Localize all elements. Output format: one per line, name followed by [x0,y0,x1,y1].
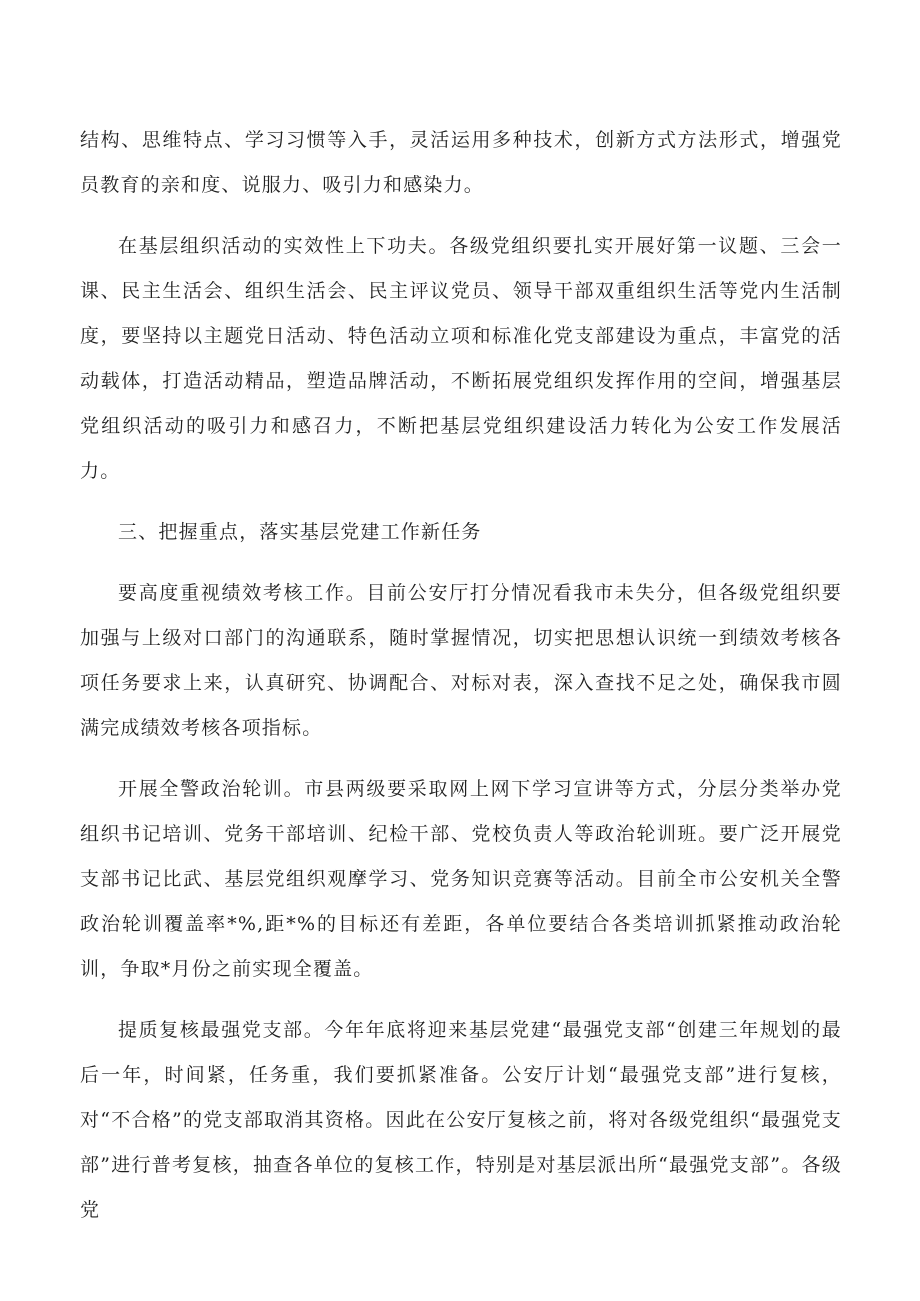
paragraph-performance-assessment: 要高度重视绩效考核工作。目前公安厅打分情况看我市未失分，但各级党组织要加强与上级对口部门的沟通联系，随时掌握情况，切实把思想认识统一到绩效考核各项任务要求上来，认真研究、协调配合、对标对表，深入查找不足之处，确保我市圆满完成绩效考核各项指标。 [80,582,842,739]
section-heading-three: 三、把握重点，落实基层党建工作新任务 [118,521,482,543]
paragraph-political-training: 开展全警政治轮训。市县两级要采取网上网下学习宣讲等方式，分层分类举办党组织书记培训、党务干部培训、纪检干部、党校负责人等政治轮训班。要广泛开展党支部书记比武、基层党组织观摩学习、党务知识竞赛等活动。目前全市公安机关全警政治轮训覆盖率*%,距*%的目标还有差距，各单位要结合各类培训抓紧推动政治轮训，争取*月份之前实现全覆盖。 [80,778,842,980]
paragraph-strongest-branch-review: 提质复核最强党支部。今年年底将迎来基层党建“最强党支部“创建三年规划的最后一年，时间紧，任务重，我们要抓紧准备。公安厅计划“最强党支部”进行复核，对“不合格”的党支部取消其资格。因此在公安厅复核之前，将对各级党组织“最强党支部”进行普考复核，抽查各单位的复核工作，特别是对基层派出所“最强党支部”。各级党 [80,1019,842,1221]
document-body [80,118,842,1233]
paragraph-continuation: 结构、思维特点、学习习惯等入手，灵活运用多种技术，创新方式方法形式，增强党员教育的亲和度、说服力、吸引力和感染力。 [80,129,842,196]
paragraph-organization-activities: 在基层组织活动的实效性上下功夫。各级党组织要扎实开展好第一议题、三会一课、民主生活会、组织生活会、民主评议党员、领导干部双重组织生活等党内生活制度，要坚持以主题党日活动、特色活动立项和标准化党支部建设为重点，丰富党的活动载体，打造活动精品，塑造品牌活动，不断拓展党组织发挥作用的空间，增强基层党组织活动的吸引力和感召力，不断把基层党组织建设活力转化为公安工作发展活力。 [80,235,842,482]
